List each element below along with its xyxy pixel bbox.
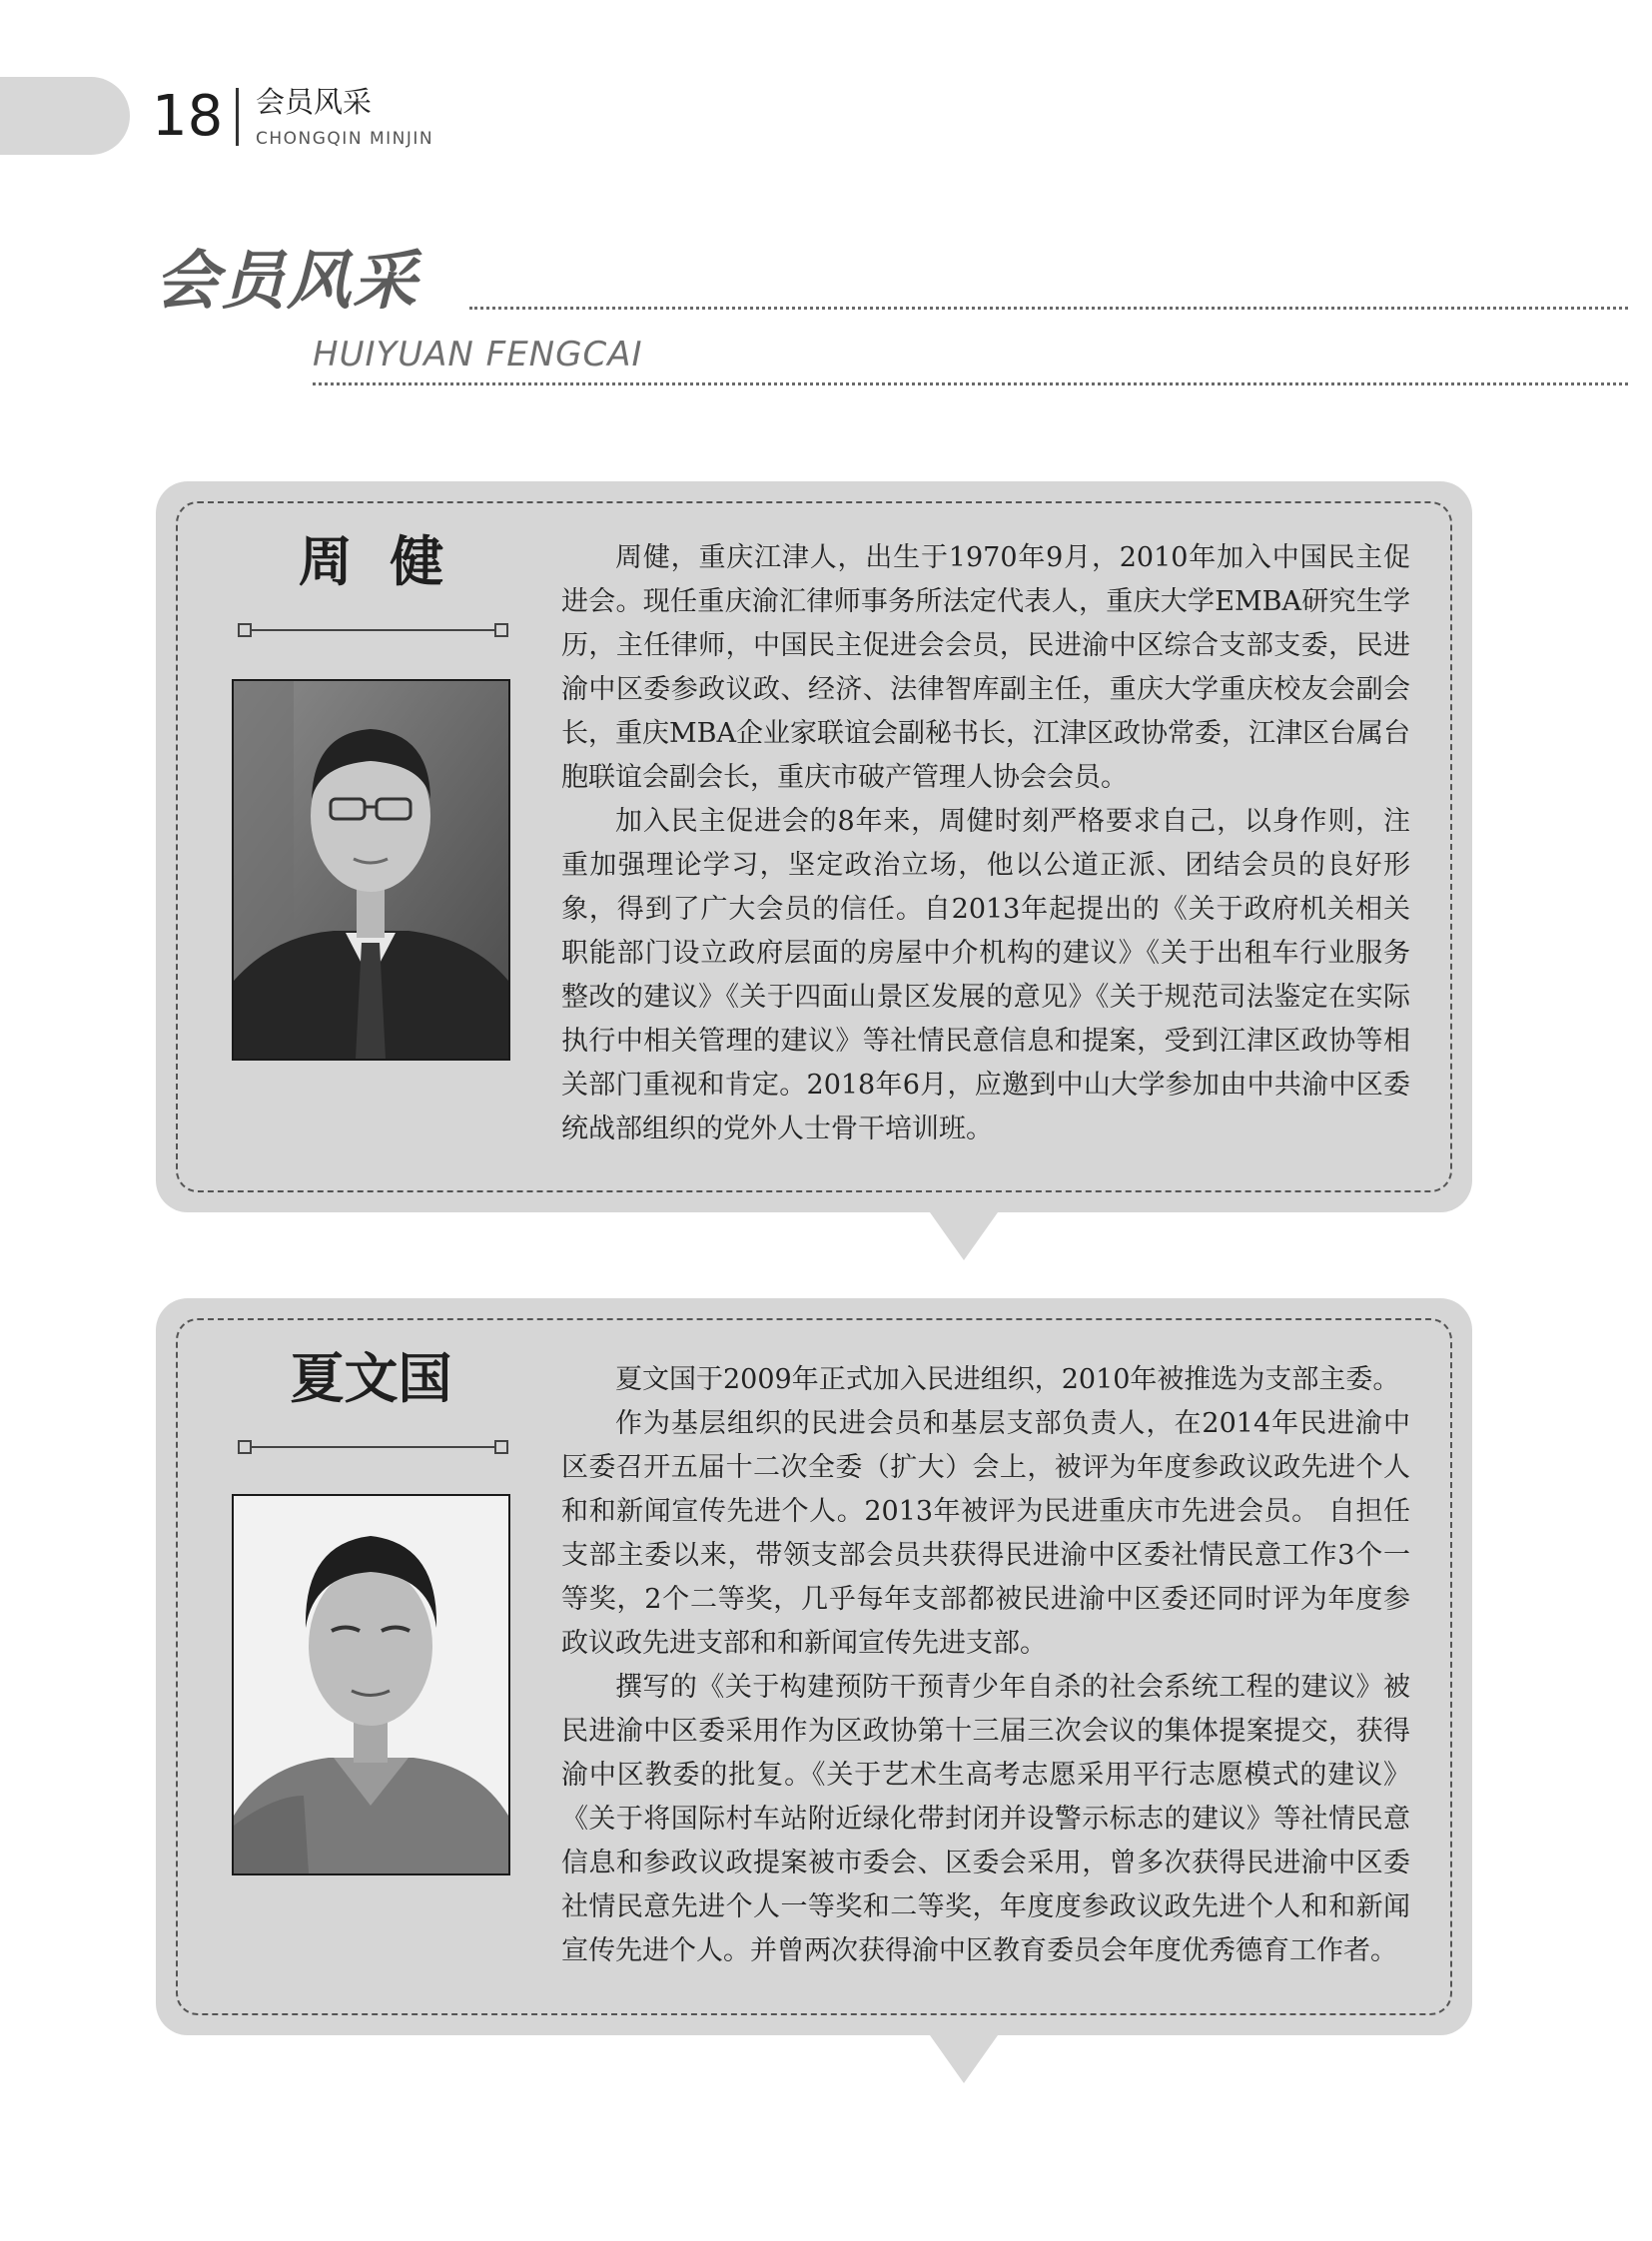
- profile-bio: [561, 1358, 1410, 1973]
- profile-name: 夏文国: [290, 1346, 452, 1410]
- bio-paragraph: 作为基层组织的民进会员和基层支部负责人，在2014年民进渝中区委召开五届十二次全委（扩大）会上，被评为年度参政议政先进个人和和新闻宣传先进个人。2013年被评为民进重庆市先进会员。 自担任支部主委以来，带领支部会员共获得民进渝中区委社情民意工作3个一等奖，2个二等奖，几乎每年支部都被民进渝中区委还同时评为年度参政议政先进支部和和新闻宣传先进支部。: [561, 1408, 1410, 1659]
- portrait-photo: [232, 679, 510, 1061]
- speech-tail: [930, 2035, 998, 2083]
- speech-tail: [930, 1212, 998, 1260]
- name-underline-ornament: [238, 623, 508, 637]
- profile-card: [156, 481, 1472, 1212]
- bio-paragraph: 加入民主促进会的8年来，周健时刻严格要求自己，以身作则，注重加强理论学习，坚定政治立场，他以公道正派、团结会员的良好形象，得到了广大会员的信任。自2013年起提出的《关于政府机关相关职能部门设立政府层面的房屋中介机构的建议》《关于出租车行业服务整改的建议》《关于四面山景区发展的意见》《关于规范司法鉴定在实际执行中相关管理的建议》等社情民意信息和提案，受到江津区政协等相关部门重视和肯定。2018年6月，应邀到中山大学参加由中共渝中区委统战部组织的党外人士骨干培训班。: [561, 806, 1410, 1144]
- header-subtitle: CHONGQIN MINJIN: [256, 129, 434, 149]
- profile-bio: [561, 536, 1410, 1151]
- dotted-rule-top: [469, 307, 1628, 310]
- portrait-photo: [232, 1494, 510, 1875]
- name-underline-ornament: [238, 1440, 508, 1454]
- header-title: 会员风采: [256, 85, 373, 119]
- bio-paragraph: 夏文国于2009年正式加入民进组织，2010年被推选为支部主委。: [615, 1364, 1400, 1395]
- section-subtitle: HUIYUAN FENGCAI: [313, 335, 643, 374]
- bio-paragraph: 周健，重庆江津人，出生于1970年9月，2010年加入中国民主促进会。现任重庆渝汇律师事务所法定代表人，重庆大学EMBA研究生学历，主任律师，中国民主促进会会员，民进渝中区综合支部支委，民进渝中区委参政议政、经济、法律智库副主任，重庆大学重庆校友会副会长，重庆MBA企业家联谊会副秘书长，江津区政协常委，江津区台属台胞联谊会副会长，重庆市破产管理人协会会员。: [561, 542, 1410, 793]
- bio-paragraph: 撰写的《关于构建预防干预青少年自杀的社会系统工程的建议》被民进渝中区委采用作为区政协第十三届三次会议的集体提案提交，获得渝中区教委的批复。《关于艺术生高考志愿采用平行志愿模式的建议》《关于将国际村车站附近绿化带封闭并设警示标志的建议》等社情民意信息和参政议政提案被市委会、区委会采用，曾多次获得民进渝中区委社情民意先进个人一等奖和二等奖，年度度参政议政先进个人和和新闻宣传先进个人。并曾两次获得渝中区教育委员会年度优秀德育工作者。: [561, 1672, 1410, 1966]
- profile-card: [156, 1298, 1472, 2035]
- dotted-rule-bottom: [313, 382, 1628, 385]
- header-divider: [236, 88, 239, 146]
- section-title: 会员风采: [155, 245, 418, 319]
- header-tab: [0, 77, 130, 155]
- page-number: 18: [152, 84, 224, 149]
- profile-name: 周 健: [298, 529, 444, 593]
